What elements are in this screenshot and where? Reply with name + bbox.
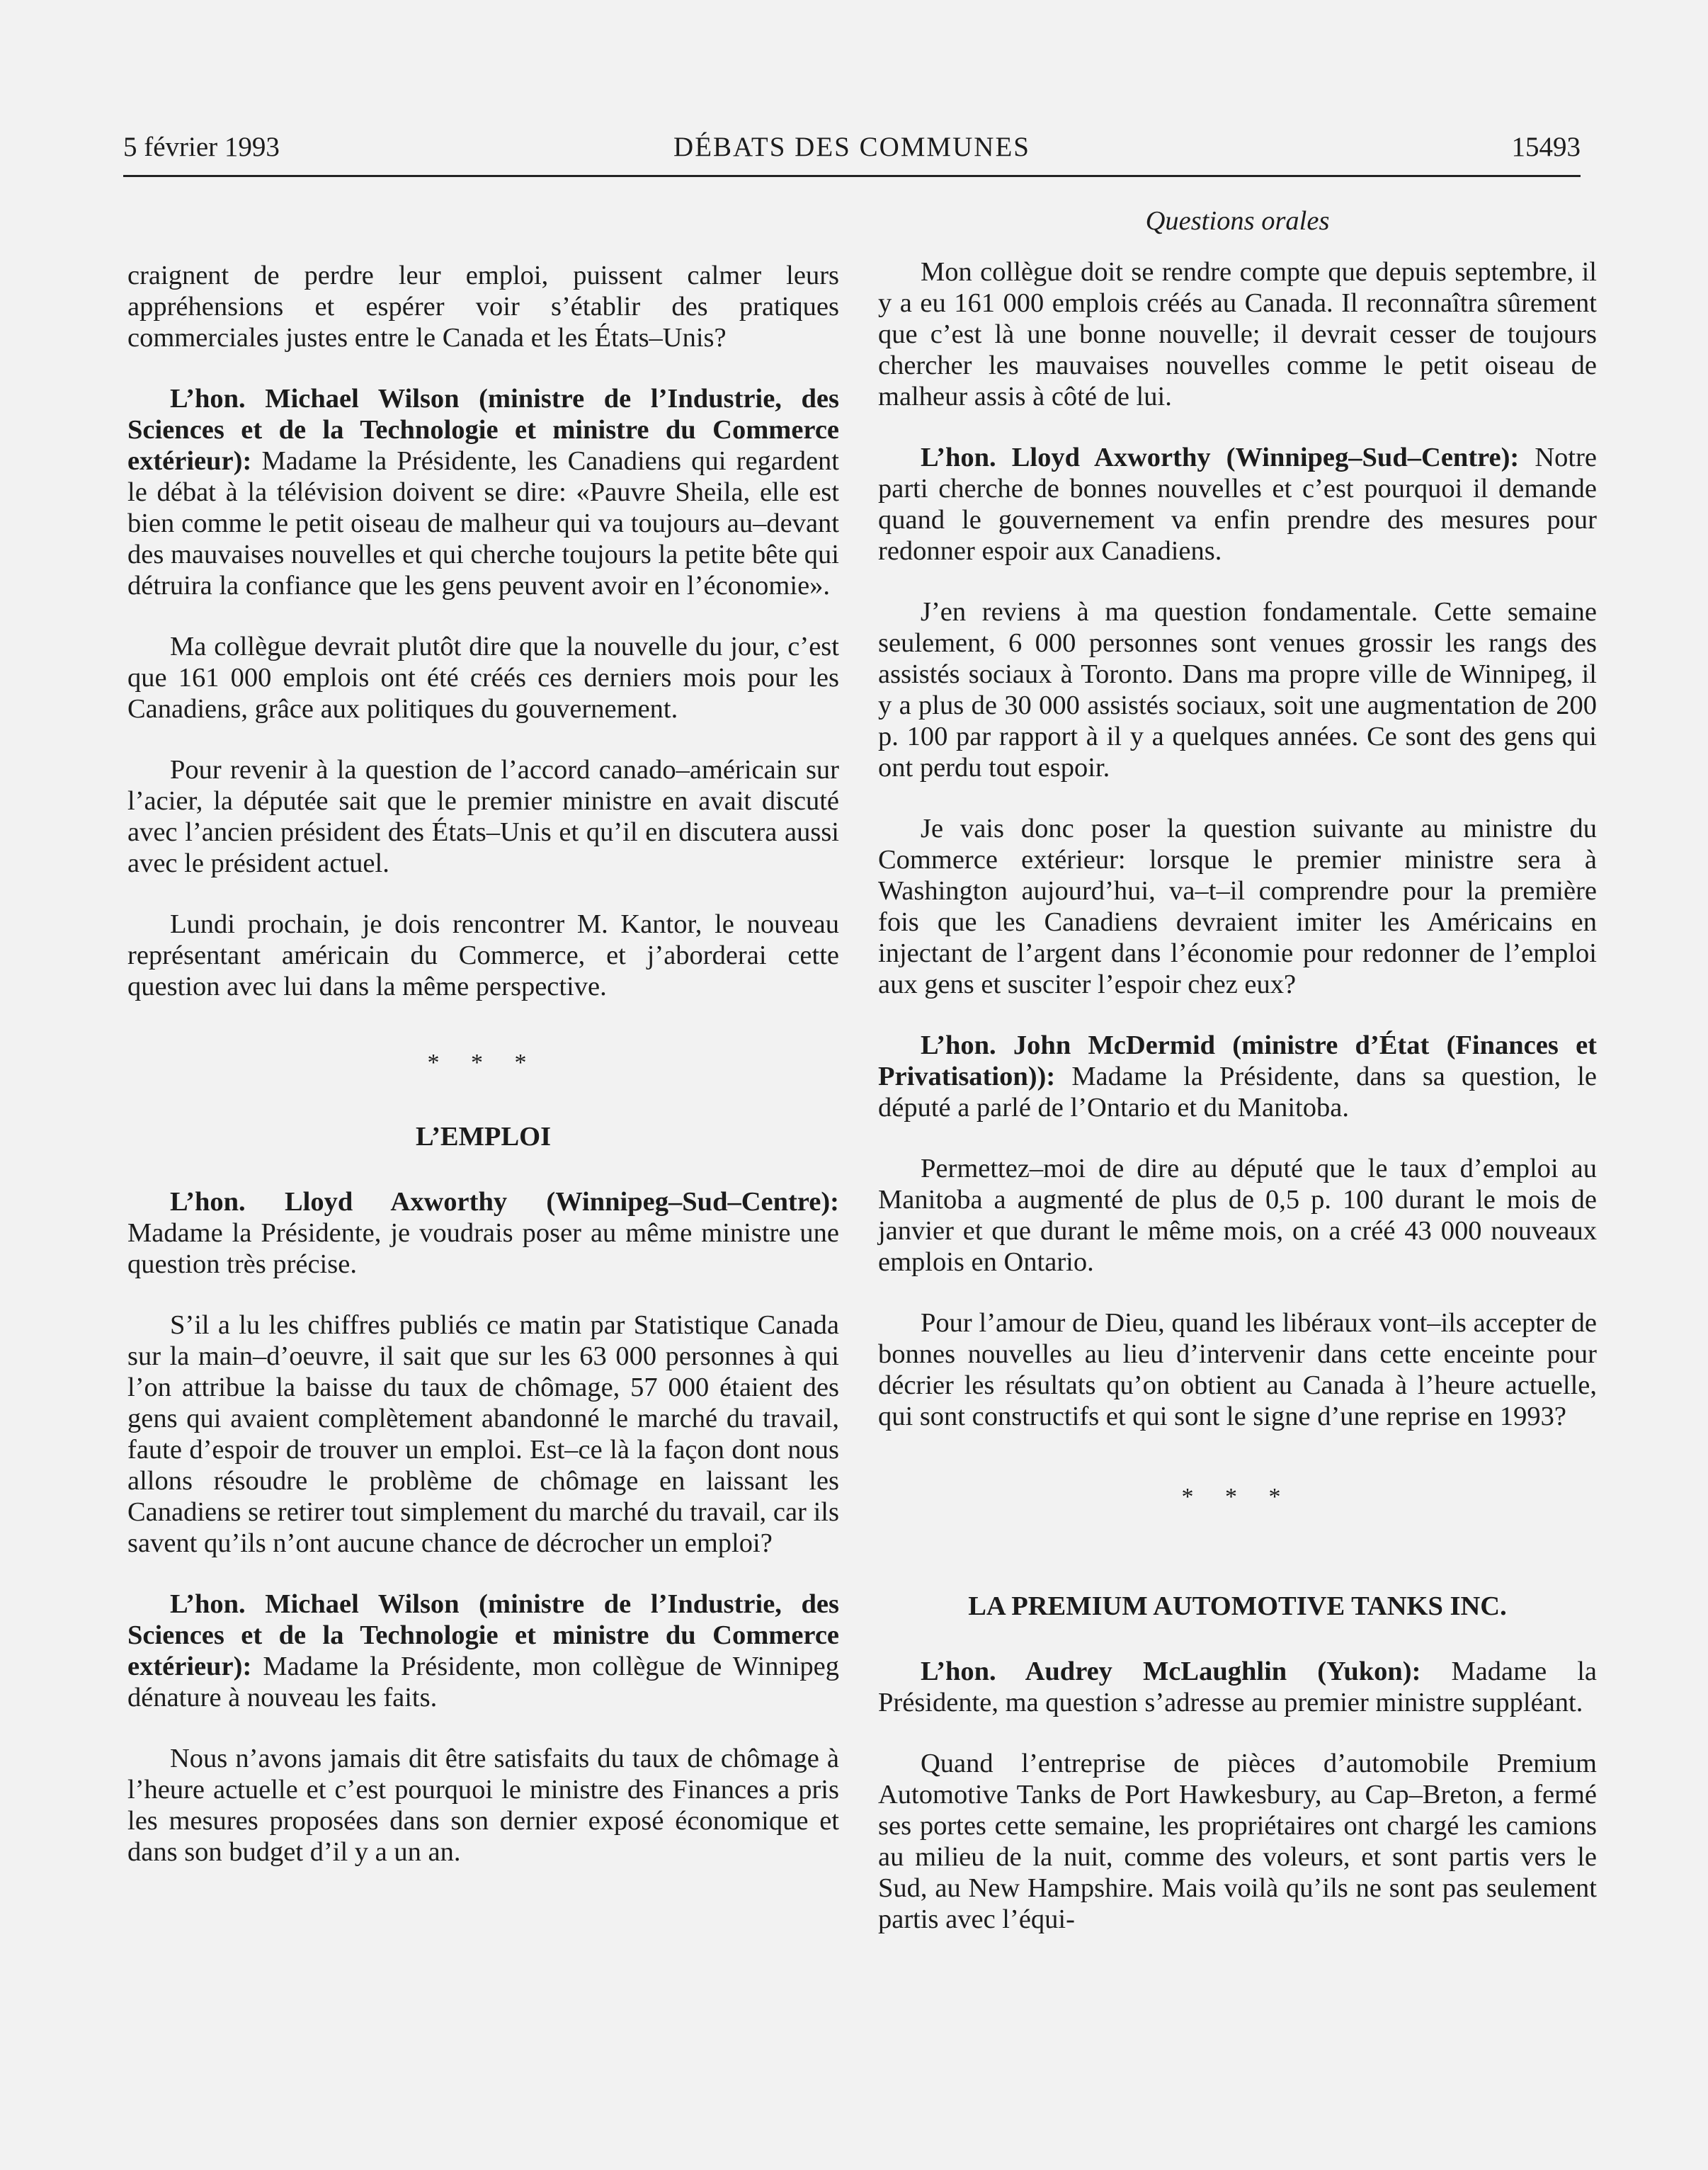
page-header [123,131,1581,177]
paragraph: Permettez–moi de dire au député que le taux d’emploi au Manitoba a augmenté de plus de 0,5 p. 100 durant le mois de janvier et que durant le même mois, on a créé 43 000 nouveaux emplois en Ontario. [878,1154,1597,1277]
speech-text: Madame la Présidente, ma question s’adresse au premier ministre suppléant. [878,1657,1597,1717]
paragraph: Pour l’amour de Dieu, quand les libéraux vont–ils accepter de bonnes nouvelles au lieu d’intervenir dans cette enceinte pour décrier les résultats qu’on obtient au Canada à l’heure actuelle, qui sont constructifs et qui sont le signe d’une reprise en 1993? [878,1308,1597,1431]
speech-paragraph [127,1186,839,1280]
speech-text: Madame la Présidente, je voudrais poser au même ministre une question très précise. [127,1218,839,1279]
left-column [127,260,839,1897]
running-head: Questions orales [1145,206,1330,236]
speech-paragraph [878,1656,1597,1718]
section-separator: * * * [1181,1484,1294,1510]
speech-text: Madame la Présidente, les Canadiens qui regardent le débat à la télévision doivent se dire: «Pauvre Sheila, elle est bien comme le petit oiseau de malheur qui va toujours au–devant des mauvaises nouvelles et qui cherche toujours la petite bête qui détruira la confiance que les gens peuvent avoir en l’économie». [127,446,839,601]
paragraph: Lundi prochain, je dois rencontrer M. Kantor, le nouveau représentant américain du Commerce, et j’aborderai cette question avec lui dans la même perspective. [127,909,839,1001]
speaker-name: L’hon. Lloyd Axworthy (Winnipeg–Sud–Centre): [921,443,1520,472]
speaker-name: L’hon. Lloyd Axworthy (Winnipeg–Sud–Centre): [170,1187,839,1217]
speech-paragraph [127,1589,839,1713]
header-date: 5 février 1993 [123,132,280,162]
speaker-name: L’hon. Audrey McLaughlin (Yukon): [921,1657,1421,1686]
paragraph: S’il a lu les chiffres publiés ce matin par Statistique Canada sur la main–d’oeuvre, il sait que sur les 63 000 personnes à qui l’on attribue la baisse du taux de chômage, 57 000 étaient des gens qui avaient complètement abandonné le marché du travail, faute d’espoir de trouver un emploi. Est–ce là la façon dont nous allons résoudre le problème de chômage en laissant les Canadiens se retirer tout simplement du marché du travail, car ils savent qu’ils n’ont aucune chance de décrocher un emploi? [127,1310,839,1558]
paragraph: Pour revenir à la question de l’accord canado–américain sur l’acier, la députée sait que le premier ministre en avait discuté avec l’ancien président des États–Unis et qu’il en discutera aussi avec le président actuel. [127,755,839,878]
speech-paragraph [878,1030,1597,1123]
paragraph: craignent de perdre leur emploi, puissent calmer leurs appréhensions et espérer voir s’établir des pratiques commerciales justes entre le Canada et les États–Unis? [127,261,839,353]
paragraph: Quand l’entreprise de pièces d’automobile Premium Automotive Tanks de Port Hawkesbury, au Cap–Breton, a fermé ses portes cette semaine, les propriétaires ont chargé les camions au milieu de la nuit, comme des voleurs, et sont partis vers le Sud, au New Hampshire. Mais voilà qu’ils ne sont pas seulement partis avec l’équi- [878,1749,1597,1934]
section-heading: LA PREMIUM AUTOMOTIVE TANKS INC. [968,1591,1507,1621]
speech-paragraph [878,442,1597,567]
speech-text: Notre parti cherche de bonnes nouvelles et c’est pourquoi il demande quand le gouvernement va enfin prendre des mesures pour redonner espoir aux Canadiens. [878,443,1597,566]
right-column [878,205,1597,1965]
speech-text: Madame la Présidente, dans sa question, le député a parlé de l’Ontario et du Manitoba. [878,1062,1597,1123]
speaker-name: L’hon. John McDermid (ministre d’État (Finances et Privatisation)): [878,1030,1597,1091]
paragraph: Nous n’avons jamais dit être satisfaits du taux de chômage à l’heure actuelle et c’est pourquoi le ministre des Finances a pris les mesures proposées dans son dernier exposé économique et dans son budget d’il y a un an. [127,1744,839,1867]
speaker-name: L’hon. Michael Wilson (ministre de l’Industrie, des Sciences et de la Technologie et ministre du Commerce extérieur): [127,1589,839,1681]
header-title: DÉBATS DES COMMUNES [673,132,1030,162]
header-page-number: 15493 [1511,132,1581,162]
paragraph: Je vais donc poser la question suivante au ministre du Commerce extérieur: lorsque le premier ministre sera à Washington aujourd’hui, va–t–il comprendre pour la première fois que les Canadiens devraient imiter les Américains en injectant de l’argent dans l’économie pour redonner de l’emploi aux gens et susciter l’espoir chez eux? [878,814,1597,999]
paragraph: J’en reviens à ma question fondamentale. Cette semaine seulement, 6 000 personnes sont venues grossir les rangs des assistés sociaux à Toronto. Dans ma propre ville de Winnipeg, il y a plus de 30 000 assistés sociaux, soit une augmentation de 200 p. 100 par rapport à il y a quelques années. Ce sont des gens qui ont perdu tout espoir. [878,597,1597,783]
section-separator: * * * [427,1050,540,1076]
speech-text: Madame la Présidente, mon collègue de Winnipeg dénature à nouveau les faits. [127,1652,839,1712]
speaker-name: L’hon. Michael Wilson (ministre de l’Industrie, des Sciences et de la Technologie et ministre du Commerce extérieur): [127,384,839,476]
paragraph: Mon collègue doit se rendre compte que depuis septembre, il y a eu 161 000 emplois créés au Canada. Il reconnaîtra sûrement que c’est là une bonne nouvelle; il devrait cesser de toujours chercher les mauvaises nouvelles comme le petit oiseau de malheur assis à côté de lui. [878,257,1597,411]
speech-paragraph [127,383,839,601]
section-heading: L’EMPLOI [415,1122,552,1152]
paragraph: Ma collègue devrait plutôt dire que la nouvelle du jour, c’est que 161 000 emplois ont été créés ces derniers mois pour les Canadiens, grâce aux politiques du gouvernement. [127,632,839,724]
